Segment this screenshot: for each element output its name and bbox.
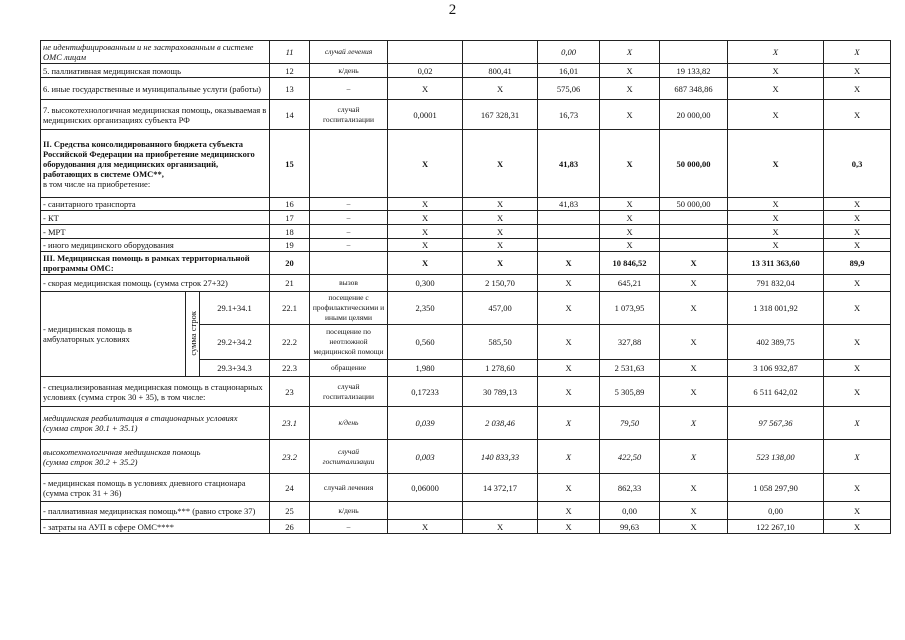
cell-v7: X	[824, 360, 891, 377]
cell-v3	[538, 211, 600, 225]
cell-v6: X	[728, 130, 824, 198]
cell-v2: X	[463, 239, 538, 252]
cell-v5: X	[660, 325, 728, 360]
row-name	[41, 198, 270, 211]
row-number: 13	[270, 78, 310, 100]
cell-v6: X	[728, 211, 824, 225]
row-name-text: - иного медицинского оборудования	[43, 240, 174, 250]
cell-v3: X	[538, 440, 600, 474]
cell-v7: X	[824, 474, 891, 502]
row-number: 23	[270, 377, 310, 407]
cell-v1: X	[388, 78, 463, 100]
cell-v7: X	[824, 292, 891, 325]
cell-v2: 1 278,60	[463, 360, 538, 377]
cell-v5	[660, 41, 728, 64]
cell-v7: 89,9	[824, 252, 891, 275]
vertical-label-cell	[186, 292, 200, 377]
row-name	[41, 78, 270, 100]
cell-v6: 6 511 642,02	[728, 377, 824, 407]
row-unit: к/день	[310, 64, 388, 78]
financing-table	[40, 40, 891, 534]
cell-v2: X	[463, 252, 538, 275]
row-unit: случай госпитализации	[310, 100, 388, 130]
cell-v1: 0,06000	[388, 474, 463, 502]
row-name-text: 6. иные государственные и муниципальные услуги (работы)	[43, 83, 262, 94]
cell-v7: X	[824, 275, 891, 292]
table-row	[41, 100, 891, 130]
cell-v4: X	[600, 78, 660, 100]
row-name-text: - МРТ	[43, 226, 66, 237]
cell-v2: X	[463, 520, 538, 534]
row-unit: обращение	[310, 360, 388, 377]
table-row	[41, 377, 891, 407]
row-name-text: - санитарного транспорта	[43, 199, 136, 209]
cell-v4: 5 305,89	[600, 377, 660, 407]
cell-v1: 0,17233	[388, 377, 463, 407]
cell-v2: 800,41	[463, 64, 538, 78]
cell-v5: 687 348,86	[660, 78, 728, 100]
row-number: 15	[270, 130, 310, 198]
row-name-text: 7. высокотехнологичная медицинская помощь, оказываемая в медицинских организациях субъекта РФ	[43, 104, 267, 125]
cell-v5: X	[660, 377, 728, 407]
cell-v3: X	[538, 360, 600, 377]
cell-v5: X	[660, 360, 728, 377]
cell-v5	[660, 239, 728, 252]
cell-v5: X	[660, 252, 728, 275]
cell-v3: 41,83	[538, 130, 600, 198]
cell-v2: X	[463, 198, 538, 211]
vertical-label: сумма строк	[188, 310, 198, 356]
row-name-text: - медицинская помощь в условиях дневного стационара (сумма строк 31 + 36)	[43, 477, 246, 498]
cell-v3: 41,83	[538, 198, 600, 211]
cell-v5: X	[660, 440, 728, 474]
cell-v1: X	[388, 211, 463, 225]
row-number: 20	[270, 252, 310, 275]
row-name	[41, 252, 270, 275]
row-number: 12	[270, 64, 310, 78]
cell-v3: 16,01	[538, 64, 600, 78]
row-number: 16	[270, 198, 310, 211]
cell-v5	[660, 211, 728, 225]
row-name	[41, 377, 270, 407]
cell-v4: X	[600, 198, 660, 211]
cell-v6: 0,00	[728, 502, 824, 520]
row-unit: вызов	[310, 275, 388, 292]
table-row	[41, 41, 891, 64]
cell-v4: 645,21	[600, 275, 660, 292]
row-unit	[310, 130, 388, 198]
cell-v6: 1 058 297,90	[728, 474, 824, 502]
row-name	[41, 225, 270, 239]
cell-v5: 50 000,00	[660, 130, 728, 198]
cell-v2: X	[463, 225, 538, 239]
cell-v4: 327,88	[600, 325, 660, 360]
cell-v3: 575,06	[538, 78, 600, 100]
row-unit: случай госпитализации	[310, 377, 388, 407]
row-name-text: - специализированная медицинская помощь в стационарных условиях (сумма строк 30 + 35), в том числе:	[43, 381, 263, 402]
cell-v1: 0,003	[388, 440, 463, 474]
cell-v6: X	[728, 198, 824, 211]
row-number: 18	[270, 225, 310, 239]
row-unit: –	[310, 239, 388, 252]
cell-v7: X	[824, 64, 891, 78]
cell-v7: X	[824, 239, 891, 252]
row-name	[41, 100, 270, 130]
cell-v5: X	[660, 275, 728, 292]
cell-v6: X	[728, 64, 824, 78]
cell-v7: X	[824, 377, 891, 407]
table-row	[41, 225, 891, 239]
row-name-text: медицинская реабилитация в стационарных условиях	[43, 413, 238, 423]
cell-v2: 2 038,46	[463, 407, 538, 440]
row-number: 22.1	[270, 292, 310, 325]
row-name	[41, 239, 270, 252]
cell-v6: 13 311 363,60	[728, 252, 824, 275]
cell-v3: X	[538, 292, 600, 325]
cell-v2: 2 150,70	[463, 275, 538, 292]
cell-v7: X	[824, 407, 891, 440]
row-number: 23.2	[270, 440, 310, 474]
row-unit: –	[310, 520, 388, 534]
cell-v4: 79,50	[600, 407, 660, 440]
row-number: 21	[270, 275, 310, 292]
cell-v1: 0,300	[388, 275, 463, 292]
cell-v3	[538, 239, 600, 252]
row-name	[41, 502, 270, 520]
cell-v1	[388, 502, 463, 520]
cell-v6: 3 106 932,87	[728, 360, 824, 377]
row-name-text: - скорая медицинская помощь (сумма строк 27+32)	[43, 278, 228, 288]
cell-v2	[463, 41, 538, 64]
cell-v1: 0,039	[388, 407, 463, 440]
cell-v1: 0,560	[388, 325, 463, 360]
row-unit: –	[310, 198, 388, 211]
row-name-text: - паллиативная медицинская помощь*** (равно строке 37)	[43, 505, 256, 516]
row-unit: случай лечения	[310, 41, 388, 64]
table-row	[41, 239, 891, 252]
row-unit: посещение с профилактическими и иными целями	[310, 292, 388, 325]
cell-v6: 523 138,00	[728, 440, 824, 474]
cell-v6: X	[728, 41, 824, 64]
cell-v4: X	[600, 100, 660, 130]
table-row	[41, 211, 891, 225]
cell-v3	[538, 225, 600, 239]
cell-v5	[660, 225, 728, 239]
cell-v2: 140 833,33	[463, 440, 538, 474]
row-number: 26	[270, 520, 310, 534]
cell-v2: X	[463, 211, 538, 225]
row-name	[41, 440, 270, 474]
row-name	[41, 211, 270, 225]
cell-v4: X	[600, 64, 660, 78]
cell-v2: X	[463, 130, 538, 198]
cell-v1: X	[388, 252, 463, 275]
row-name-text-2: (сумма строк 30.2 + 35.2)	[43, 456, 138, 467]
cell-v7: X	[824, 440, 891, 474]
cell-v6: X	[728, 225, 824, 239]
cell-v1: X	[388, 225, 463, 239]
cell-v5: X	[660, 474, 728, 502]
cell-v2	[463, 502, 538, 520]
row-name	[41, 130, 270, 198]
cell-v4: X	[600, 225, 660, 239]
cell-v5: 50 000,00	[660, 198, 728, 211]
cell-v6: 1 318 001,92	[728, 292, 824, 325]
cell-v7: X	[824, 225, 891, 239]
cell-v4: X	[600, 41, 660, 64]
cell-v4: X	[600, 239, 660, 252]
cell-v6: X	[728, 239, 824, 252]
row-name-text: III. Медицинская помощь в рамках территориальной программы ОМС:	[43, 253, 250, 273]
cell-v4: 10 846,52	[600, 252, 660, 275]
row-number: 14	[270, 100, 310, 130]
row-unit: к/день	[310, 407, 388, 440]
row-number: 22.2	[270, 325, 310, 360]
row-name	[41, 275, 270, 292]
table-row	[41, 198, 891, 211]
table-row	[41, 292, 891, 325]
row-name	[41, 407, 270, 440]
cell-v5: X	[660, 407, 728, 440]
row-name-text: не идентифицированным и не застрахованным в системе ОМС лицам	[43, 42, 254, 62]
cell-v5: X	[660, 502, 728, 520]
row-sum-lines: 29.3+34.3	[200, 360, 270, 377]
row-number: 22.3	[270, 360, 310, 377]
row-sum-lines: 29.2+34.2	[200, 325, 270, 360]
table-row	[41, 407, 891, 440]
cell-v3: X	[538, 520, 600, 534]
row-number: 25	[270, 502, 310, 520]
cell-v3: X	[538, 275, 600, 292]
cell-v2: 14 372,17	[463, 474, 538, 502]
row-name	[41, 520, 270, 534]
row-unit: –	[310, 211, 388, 225]
cell-v4: 0,00	[600, 502, 660, 520]
table-row	[41, 64, 891, 78]
cell-v3: X	[538, 252, 600, 275]
cell-v7: X	[824, 198, 891, 211]
table-row	[41, 440, 891, 474]
cell-v1: 1,980	[388, 360, 463, 377]
cell-v7: X	[824, 211, 891, 225]
page-number: 2	[448, 2, 457, 18]
row-name-text: II. Средства консолидированного бюджета субъекта Российской Федерации на приобретение медицинского оборудования для медицинских организаций, работающих в системе ОМС**,	[43, 138, 255, 179]
cell-v7: X	[824, 502, 891, 520]
cell-v6: 791 832,04	[728, 275, 824, 292]
cell-v6: 97 567,36	[728, 407, 824, 440]
table-row	[41, 474, 891, 502]
cell-v3: 16,73	[538, 100, 600, 130]
cell-v5: 19 133,82	[660, 64, 728, 78]
cell-v3: X	[538, 325, 600, 360]
row-number: 11	[270, 41, 310, 64]
row-unit	[310, 252, 388, 275]
cell-v6: X	[728, 100, 824, 130]
cell-v3: X	[538, 407, 600, 440]
cell-v5: X	[660, 520, 728, 534]
cell-v3: X	[538, 474, 600, 502]
cell-v4: 422,50	[600, 440, 660, 474]
cell-v2: 457,00	[463, 292, 538, 325]
table-row	[41, 275, 891, 292]
cell-v7: X	[824, 520, 891, 534]
cell-v7: X	[824, 100, 891, 130]
cell-v7: 0,3	[824, 130, 891, 198]
cell-v4: 862,33	[600, 474, 660, 502]
row-unit: посещение по неотложной медицинской помощи	[310, 325, 388, 360]
cell-v3: X	[538, 502, 600, 520]
table-row	[41, 78, 891, 100]
cell-v5: X	[660, 292, 728, 325]
row-unit: –	[310, 225, 388, 239]
cell-v2: 30 789,13	[463, 377, 538, 407]
cell-v4: 99,63	[600, 520, 660, 534]
cell-v4: X	[600, 211, 660, 225]
row-number: 23.1	[270, 407, 310, 440]
cell-v2: 167 328,31	[463, 100, 538, 130]
cell-v1: 0,02	[388, 64, 463, 78]
cell-v6: 402 389,75	[728, 325, 824, 360]
table-row	[41, 252, 891, 275]
row-unit: случай госпитализации	[310, 440, 388, 474]
cell-v2: 585,50	[463, 325, 538, 360]
cell-v1: X	[388, 130, 463, 198]
cell-v3: X	[538, 377, 600, 407]
cell-v7: X	[824, 325, 891, 360]
row-name-text: высокотехнологичная медицинская помощь	[43, 446, 201, 457]
cell-v6: 122 267,10	[728, 520, 824, 534]
row-name-text: - затраты на АУП в сфере ОМС****	[43, 521, 174, 532]
row-number: 24	[270, 474, 310, 502]
cell-v5: 20 000,00	[660, 100, 728, 130]
cell-v1: X	[388, 239, 463, 252]
cell-v3: 0,00	[538, 41, 600, 64]
table-row	[41, 502, 891, 520]
table-row	[41, 130, 891, 198]
row-name-text: 5. паллиативная медицинская помощь	[43, 65, 181, 76]
row-unit: –	[310, 78, 388, 100]
cell-v1	[388, 41, 463, 64]
cell-v7: X	[824, 78, 891, 100]
row-name	[41, 64, 270, 78]
cell-v7: X	[824, 41, 891, 64]
row-name-text: - КТ	[43, 212, 59, 223]
row-name	[41, 41, 270, 64]
row-unit: к/день	[310, 502, 388, 520]
cell-v4: X	[600, 130, 660, 198]
cell-v1: X	[388, 520, 463, 534]
row-sum-lines: 29.1+34.1	[200, 292, 270, 325]
row-name: - медицинская помощь в амбулаторных условиях	[41, 292, 186, 377]
row-unit: случай лечения	[310, 474, 388, 502]
cell-v4: 1 073,95	[600, 292, 660, 325]
row-name-text-2: (сумма строк 30.1 + 35.1)	[43, 423, 138, 433]
cell-v2: X	[463, 78, 538, 100]
row-number: 17	[270, 211, 310, 225]
cell-v4: 2 531,63	[600, 360, 660, 377]
cell-v1: 0,0001	[388, 100, 463, 130]
row-name	[41, 474, 270, 502]
row-name-text-2: в том числе на приобретение:	[43, 178, 151, 189]
cell-v6: X	[728, 78, 824, 100]
cell-v1: 2,350	[388, 292, 463, 325]
table-row	[41, 520, 891, 534]
cell-v1: X	[388, 198, 463, 211]
row-number: 19	[270, 239, 310, 252]
